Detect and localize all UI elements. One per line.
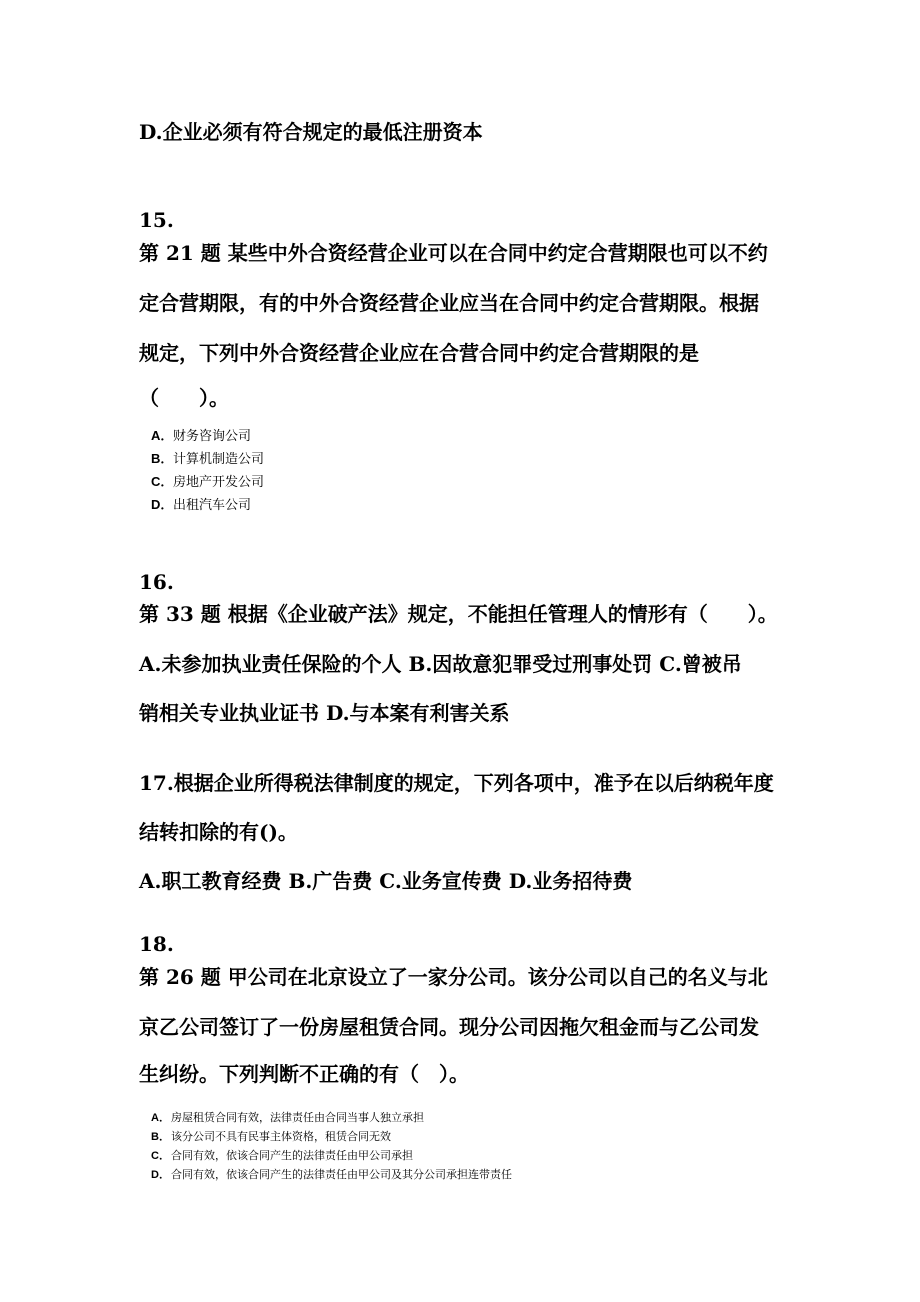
question-18-line-3: 生纠纷。下列判断不正确的有（ ）。 [139, 1062, 469, 1086]
question-18-option-c [151, 1147, 413, 1165]
question-15-option-a [151, 425, 251, 448]
option-d-previous-question: D.企业必须有符合规定的最低注册资本 [139, 120, 483, 144]
option-label: A． [151, 1112, 170, 1124]
question-15-line-3: 规定，下列中外合资经营企业应在合营合同中约定合营期限的是 [139, 341, 699, 365]
option-text: 财务咨询公司 [173, 429, 252, 444]
question-16-line-1: 第 33 题 根据《企业破产法》规定，不能担任管理人的情形有（ ）。 [139, 602, 778, 626]
question-18-option-a [151, 1109, 424, 1127]
option-label: A． [151, 428, 174, 443]
question-18-number: 18. [139, 932, 174, 956]
option-text: 房地产开发公司 [173, 475, 265, 490]
question-15-number: 15. [139, 208, 174, 232]
option-label: D． [151, 497, 174, 512]
question-17-line-3: A.职工教育经费 B.广告费 C.业务宣传费 D.业务招待费 [139, 869, 633, 893]
option-label: C． [151, 1150, 170, 1162]
question-18-option-d [151, 1166, 512, 1184]
question-15-option-d [151, 494, 251, 517]
question-18-line-2: 京乙公司签订了一份房屋租赁合同。现分公司因拖欠租金而与乙公司发 [139, 1015, 759, 1039]
option-text: 合同有效，依该合同产生的法律责任由甲公司承担 [171, 1149, 413, 1162]
option-label: B． [151, 451, 174, 466]
question-16-line-2: A.未参加执业责任保险的个人 B.因故意犯罪受过刑事处罚 C.曾被吊 [139, 652, 742, 676]
question-18-line-1: 第 26 题 甲公司在北京设立了一家分公司。该分公司以自己的名义与北 [139, 965, 768, 989]
option-text: 合同有效，依该合同产生的法律责任由甲公司及其分公司承担连带责任 [171, 1168, 512, 1181]
option-text: 出租汽车公司 [173, 498, 252, 513]
question-16-number: 16. [139, 570, 174, 594]
question-16-line-3: 销相关专业执业证书 D.与本案有利害关系 [139, 701, 510, 725]
option-label: C． [151, 474, 174, 489]
option-label: D． [151, 1169, 170, 1181]
option-label: B． [151, 1131, 170, 1143]
option-text: 计算机制造公司 [173, 452, 265, 467]
option-text: 该分公司不具有民事主体资格，租赁合同无效 [171, 1130, 391, 1143]
question-15-line-2: 定合营期限，有的中外合资经营企业应当在合同中约定合营期限。根据 [139, 291, 759, 315]
question-17-line-1: 17.根据企业所得税法律制度的规定，下列各项中，准予在以后纳税年度 [139, 771, 774, 795]
question-15-line-4: （ ）。 [139, 386, 229, 410]
question-18-option-b [151, 1128, 391, 1146]
question-15-line-1: 第 21 题 某些中外合资经营企业可以在合同中约定合营期限也可以不约 [139, 241, 768, 265]
question-17-line-2: 结转扣除的有()。 [139, 820, 298, 844]
question-15-option-b [151, 448, 264, 471]
option-text: 房屋租赁合同有效，法律责任由合同当事人独立承担 [171, 1111, 424, 1124]
question-15-option-c [151, 471, 264, 494]
